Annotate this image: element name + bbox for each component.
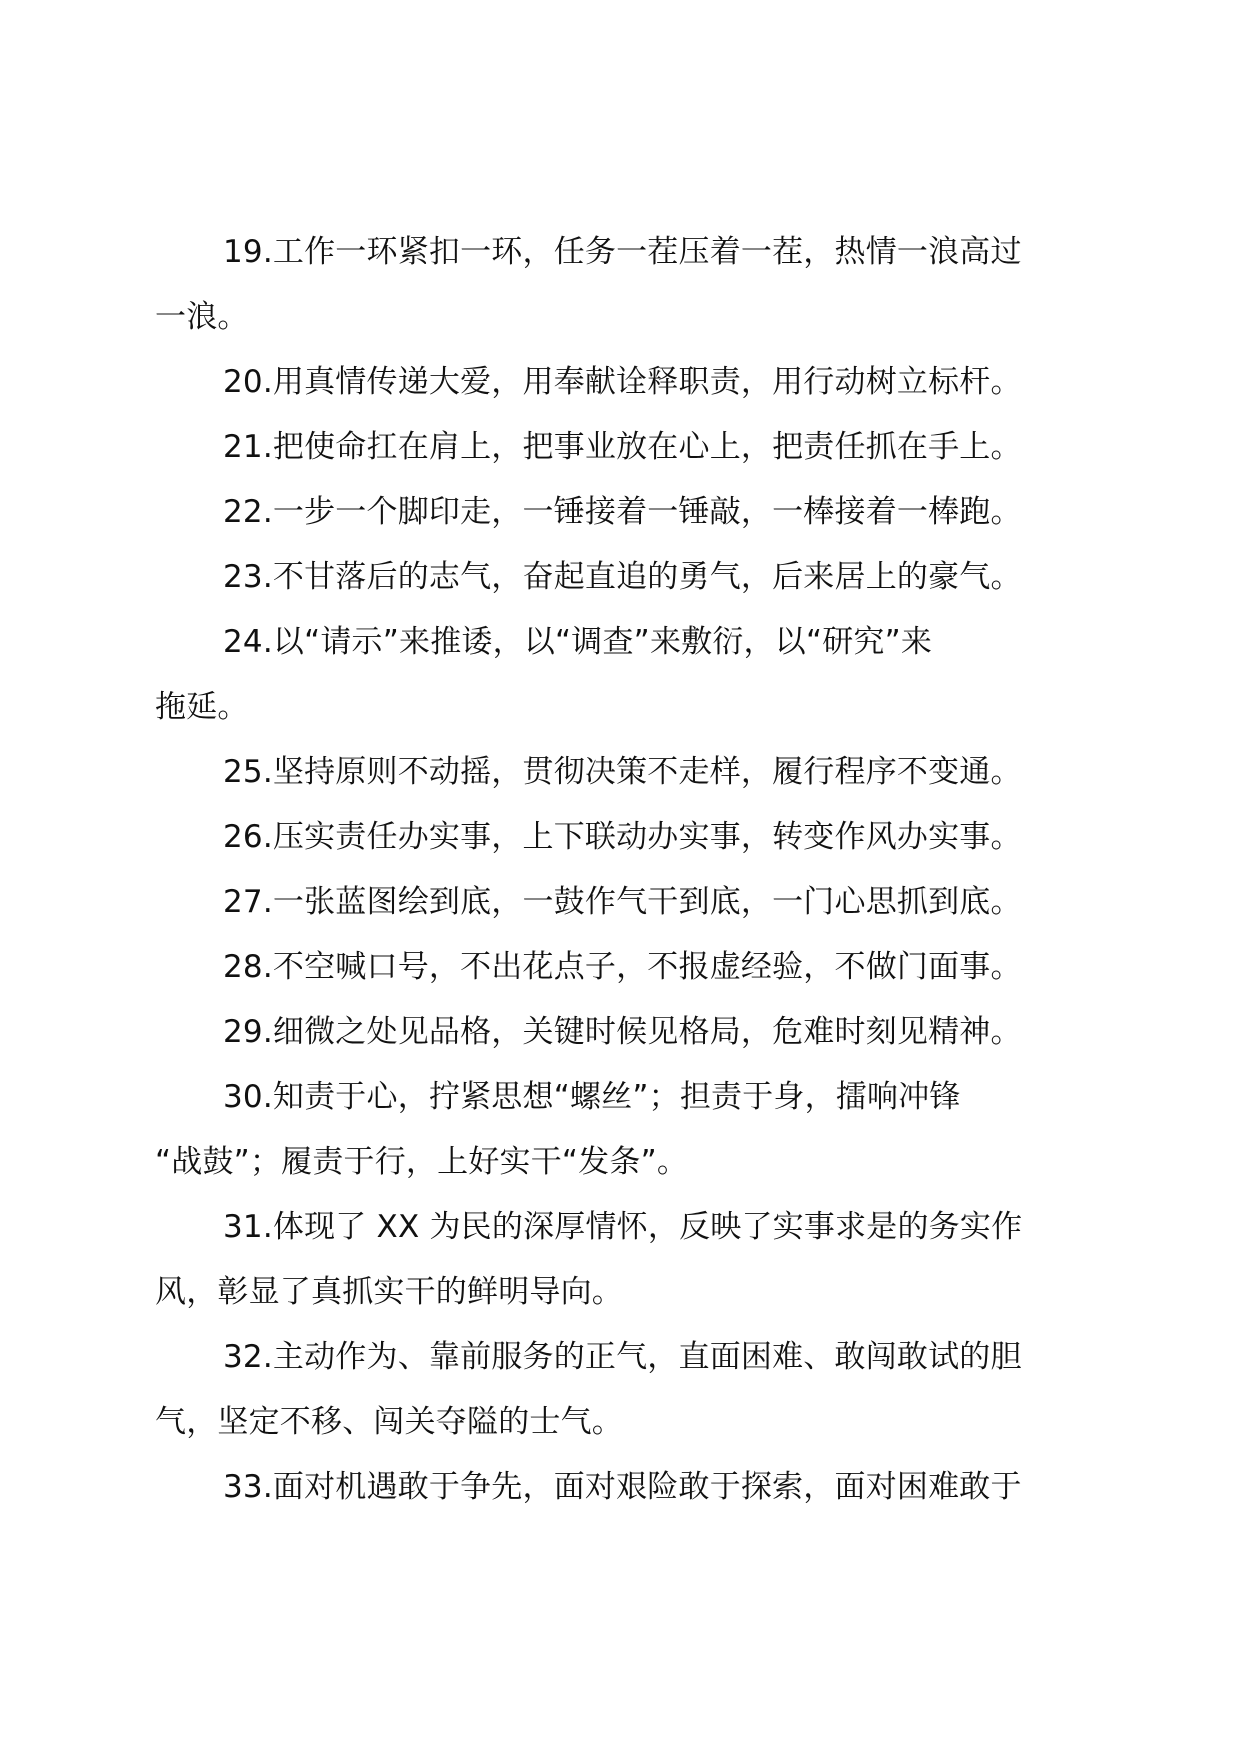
paragraph-line: 24.以“请示”来推诿，以“调查”来敷衍，以“研究”来 — [223, 624, 933, 660]
paragraph-line: 20.用真情传递大爱，用奉献诠释职责，用行动树立标杆。 — [223, 364, 1022, 400]
paragraph-21 — [155, 415, 1095, 480]
paragraph-line: 气，坚定不移、闯关夺隘的士气。 — [155, 1404, 623, 1440]
paragraph-line: 19.工作一环紧扣一环，任务一茬压着一茬，热情一浪高过 — [223, 234, 1022, 270]
paragraph-line: 拖延。 — [155, 689, 249, 725]
paragraph-line: 33.面对机遇敢于争先，面对艰险敢于探索，面对困难敢于 — [223, 1469, 1022, 1505]
paragraph-line: 30.知责于心，拧紧思想“螺丝”；担责于身，擂响冲锋 — [223, 1079, 961, 1115]
paragraph-line: 29.细微之处见品格，关键时候见格局，危难时刻见精神。 — [223, 1014, 1022, 1050]
paragraph-22 — [155, 480, 1095, 545]
paragraph-line: 28.不空喊口号，不出花点子，不报虚经验，不做门面事。 — [223, 949, 1022, 985]
paragraph-line: 风，彰显了真抓实干的鲜明导向。 — [155, 1274, 623, 1310]
paragraph-25 — [155, 740, 1095, 805]
paragraph-line: 23.不甘落后的志气，奋起直追的勇气，后来居上的豪气。 — [223, 559, 1022, 595]
paragraph-23 — [155, 545, 1095, 610]
paragraph-32 — [155, 1325, 1095, 1455]
paragraph-line: 一浪。 — [155, 299, 249, 335]
document-body — [155, 220, 1095, 1520]
paragraph-28 — [155, 935, 1095, 1000]
paragraph-24 — [155, 610, 1095, 740]
paragraph-line: 22.一步一个脚印走，一锤接着一锤敲，一棒接着一棒跑。 — [223, 494, 1022, 530]
paragraph-19 — [155, 220, 1095, 350]
paragraph-31 — [155, 1195, 1095, 1325]
paragraph-line: 21.把使命扛在肩上，把事业放在心上，把责任抓在手上。 — [223, 429, 1022, 465]
paragraph-30 — [155, 1065, 1095, 1195]
paragraph-line: 32.主动作为、靠前服务的正气，直面困难、敢闯敢试的胆 — [223, 1339, 1022, 1375]
paragraph-line: 31.体现了 XX 为民的深厚情怀，反映了实事求是的务实作 — [223, 1209, 1023, 1245]
paragraph-26 — [155, 805, 1095, 870]
paragraph-29 — [155, 1000, 1095, 1065]
paragraph-27 — [155, 870, 1095, 935]
paragraph-20 — [155, 350, 1095, 415]
paragraph-line: 26.压实责任办实事，上下联动办实事，转变作风办实事。 — [223, 819, 1022, 855]
paragraph-line: 25.坚持原则不动摇，贯彻决策不走样，履行程序不变通。 — [223, 754, 1022, 790]
paragraph-line: 27.一张蓝图绘到底，一鼓作气干到底，一门心思抓到底。 — [223, 884, 1022, 920]
paragraph-line: “战鼓”；履责于行，上好实干“发条”。 — [155, 1144, 689, 1180]
paragraph-33 — [155, 1455, 1095, 1520]
